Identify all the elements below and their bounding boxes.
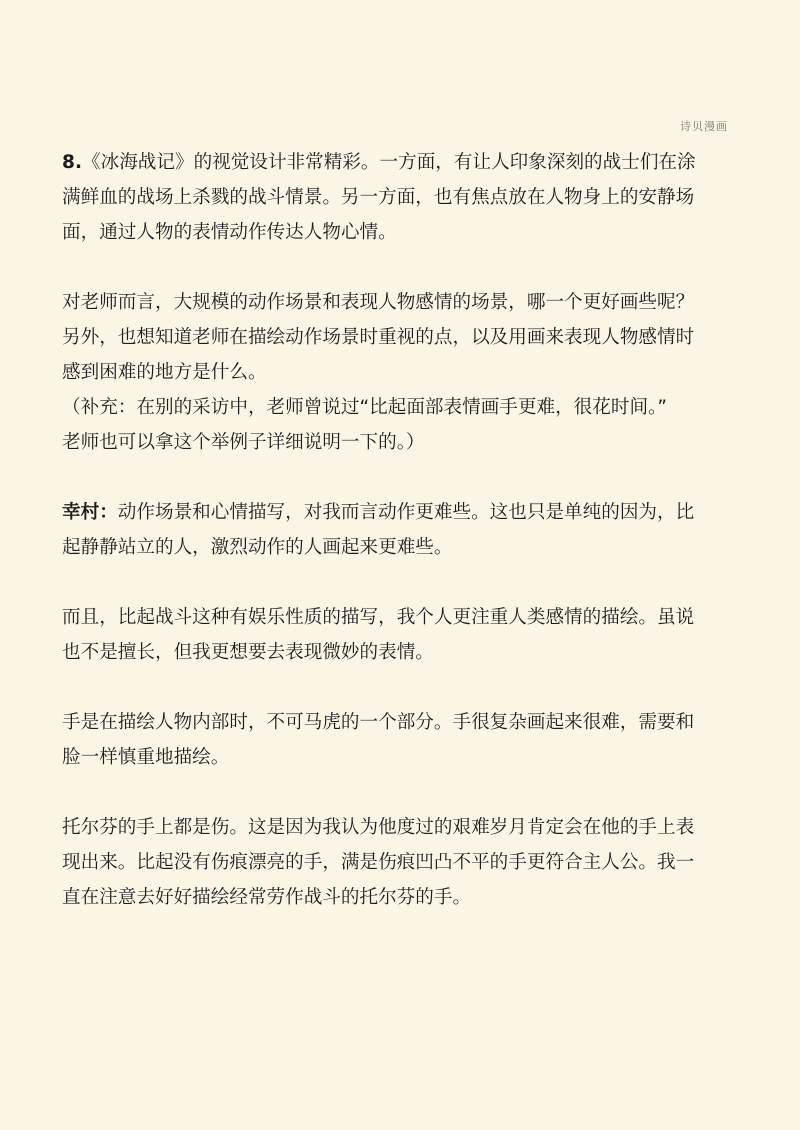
question-line: 满鲜血的战场上杀戮的战斗情景。另一方面，也有焦点放在人物身上的安静场 — [62, 187, 695, 208]
answer-speaker: 幸村： — [62, 502, 118, 523]
answer-line: 托尔芬的手上都是伤。这是因为我认为他度过的艰难岁月肯定会在他的手上表 — [62, 817, 695, 838]
question-line: 《冰海战记》的视觉设计非常精彩。一方面，有让人印象深刻的战士们在涂 — [82, 152, 696, 173]
question-paragraph-2 — [62, 285, 742, 460]
answer-line: 起静静站立的人，激烈动作的人画起来更难些。 — [62, 537, 453, 558]
question-line: 感到困难的地方是什么。 — [62, 362, 267, 383]
answer-line: 动作场景和心情描写，对我而言动作更难些。这也只是单纯的因为，比 — [117, 502, 695, 523]
question-line: 对老师而言，大规模的动作场景和表现人物感情的场景，哪一个更好画些呢？ — [62, 292, 695, 313]
answer-line: 现出来。比起没有伤痕漂亮的手，满是伤痕凹凸不平的手更符合主人公。我一 — [62, 852, 695, 873]
question-note-line: （补充：在别的采访中，老师曾说过“比起面部表情画手更难，很花时间。” — [62, 397, 667, 418]
question-paragraph-1 — [62, 145, 742, 250]
watermark-text: 诗贝漫画 — [680, 120, 728, 133]
question-number: 8. — [62, 152, 83, 173]
question-note-line: 老师也可以拿这个举例子详细说明一下的。） — [62, 432, 425, 453]
answer-paragraph-2 — [62, 600, 742, 670]
answer-line: 也不是擅长，但我更想要去表现微妙的表情。 — [62, 642, 434, 663]
answer-line: 直在注意去好好描绘经常劳作战斗的托尔芬的手。 — [62, 887, 472, 908]
answer-paragraph-4 — [62, 810, 742, 915]
answer-paragraph-3 — [62, 705, 742, 775]
question-line: 另外，也想知道老师在描绘动作场景时重视的点，以及用画来表现人物感情时 — [62, 327, 695, 348]
answer-paragraph-1 — [62, 495, 742, 565]
question-line: 面，通过人物的表情动作传达人物心情。 — [62, 222, 397, 243]
answer-line: 手是在描绘人物内部时，不可马虎的一个部分。手很复杂画起来很难，需要和 — [62, 712, 695, 733]
answer-line: 脸一样慎重地描绘。 — [62, 747, 230, 768]
answer-line: 而且，比起战斗这种有娱乐性质的描写，我个人更注重人类感情的描绘。虽说 — [62, 607, 695, 628]
article-body — [62, 145, 742, 950]
